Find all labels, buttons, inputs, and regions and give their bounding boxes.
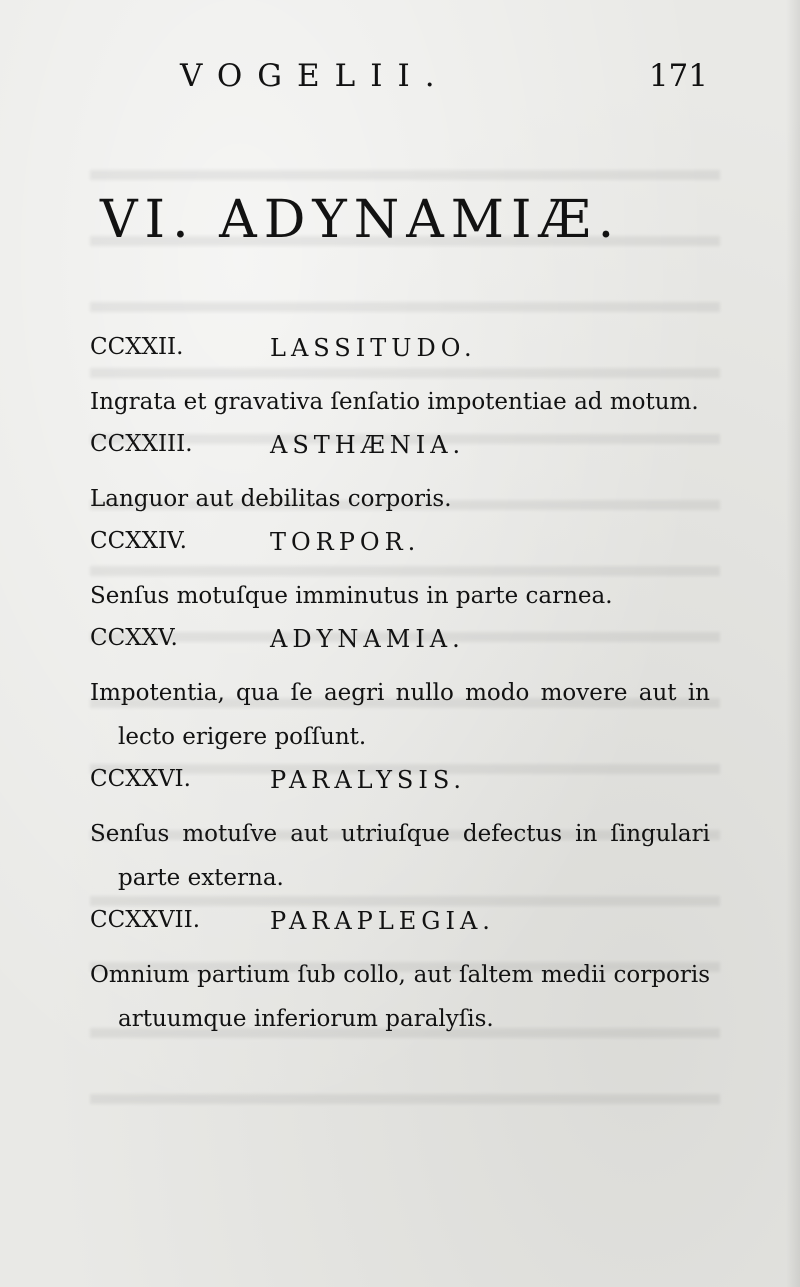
entry [90, 621, 710, 759]
entry-definition: Languor aut debilitas corporis. [90, 486, 452, 512]
entry [90, 903, 710, 1041]
entry-number: CCXXVI. [90, 766, 191, 792]
chapter-title: VI. ADYNAMIÆ. [100, 190, 622, 250]
entry [90, 762, 710, 900]
entry-name: LASSITUDO. [270, 334, 477, 362]
entry-number: CCXXIV. [90, 528, 187, 554]
entry-number: CCXXV. [90, 625, 178, 651]
entry-definition: Impotentia, qua ſe aegri nullo modo movere aut in lecto erigere poſſunt. [90, 680, 710, 750]
entry-name: TORPOR. [270, 528, 421, 556]
entry [90, 524, 710, 618]
entry-definition: Ingrata et gravativa ſenſatio impotentiae ad motum. [90, 389, 699, 415]
entry-heading [90, 621, 710, 671]
page-number: 171 [648, 58, 708, 94]
entry-number: CCXXVII. [90, 907, 201, 933]
entry-name: PARALYSIS. [270, 766, 467, 794]
entry [90, 427, 710, 521]
entry-heading [90, 903, 710, 953]
entry-definition: Senſus motuſve aut utriuſque defectus in ſingulari parte externa. [90, 821, 710, 891]
running-head [180, 58, 720, 98]
entry-definition: Senſus motuſque imminutus in parte carnea. [90, 583, 613, 609]
entry-name: ASTHÆNIA. [270, 431, 466, 459]
entry [90, 330, 710, 424]
entry-number: CCXXIII. [90, 431, 193, 457]
entry-heading [90, 330, 710, 380]
entry-name: PARAPLEGIA. [270, 907, 495, 935]
entry-number: CCXXII. [90, 334, 184, 360]
entry-list [90, 330, 710, 1044]
entry-heading [90, 524, 710, 574]
entry-name: ADYNAMIA. [270, 625, 465, 653]
entry-heading [90, 762, 710, 812]
page-edge-shadow [786, 0, 800, 1287]
entry-heading [90, 427, 710, 477]
running-title: VOGELII. [180, 58, 450, 94]
entry-definition: Omnium partium ſub collo, aut ſaltem medii corporis artuumque inferiorum paralyſis. [90, 962, 710, 1032]
